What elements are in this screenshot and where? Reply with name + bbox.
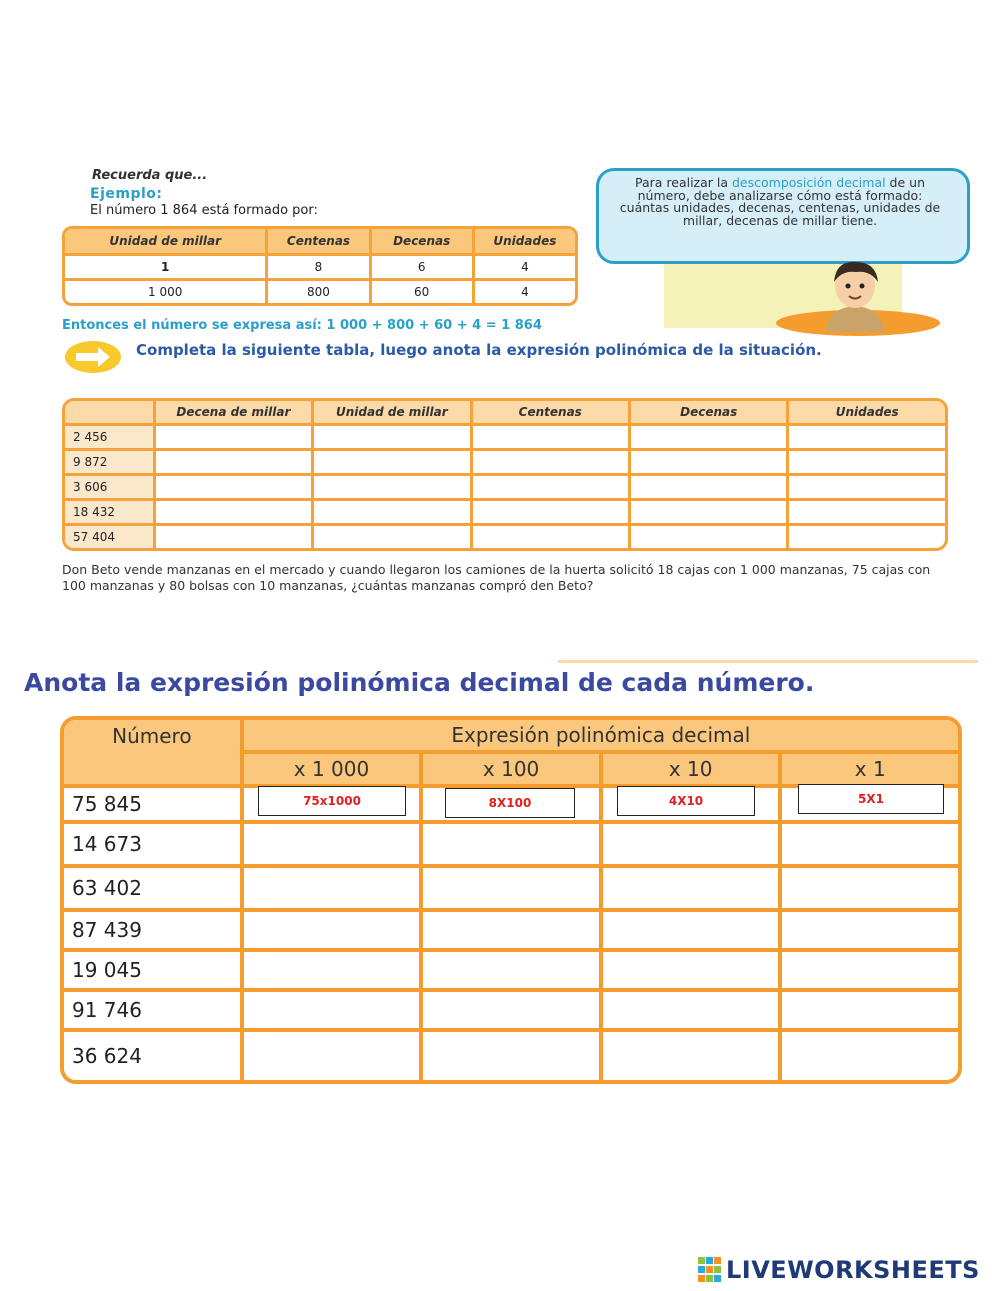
example-header-unidades: Unidades xyxy=(475,229,575,253)
answer-input-x10[interactable]: 4X10 xyxy=(617,786,755,816)
answer-cell[interactable] xyxy=(782,952,958,992)
logo-blocks-icon xyxy=(698,1257,722,1283)
answer-cell[interactable] xyxy=(603,1032,783,1080)
table-row xyxy=(64,992,958,1032)
table-row xyxy=(65,423,945,448)
answer-cell[interactable] xyxy=(423,912,603,952)
table-row xyxy=(65,498,945,523)
table2-header-decena-millar: Decena de millar xyxy=(156,401,314,423)
table-row xyxy=(64,912,958,952)
table2-cell xyxy=(156,448,314,473)
answer-cell[interactable] xyxy=(244,1032,424,1080)
table2-header-unidad-millar: Unidad de millar xyxy=(314,401,472,423)
answer-cell[interactable] xyxy=(244,952,424,992)
header-expression: Expresión polinómica decimal xyxy=(244,720,958,754)
example-cell: 8 xyxy=(268,253,371,278)
table-row xyxy=(64,1032,958,1080)
answer-input-x1000[interactable]: 75x1000 xyxy=(258,786,406,816)
answer-cell[interactable] xyxy=(782,992,958,1032)
answer-input-x100[interactable]: 8X100 xyxy=(445,788,575,818)
speech-bubble-text xyxy=(612,177,948,227)
table2-cell xyxy=(789,448,945,473)
example-conclusion: Entonces el número se expresa así: 1 000 + 800 + 60 + 4 = 1 864 xyxy=(62,318,542,333)
header-x1000: x 1 000 xyxy=(244,754,424,788)
example-header-unidad-millar: Unidad de millar xyxy=(65,229,268,253)
answer-cell[interactable] xyxy=(782,1032,958,1080)
example-table xyxy=(62,226,578,306)
example-row xyxy=(65,278,575,303)
table2-cell xyxy=(314,523,472,548)
answer-cell[interactable] xyxy=(423,824,603,868)
example-statement: El número 1 864 está formado por: xyxy=(90,203,318,218)
table-row xyxy=(64,824,958,868)
table2-cell xyxy=(473,473,631,498)
table2-cell xyxy=(473,448,631,473)
answer-cell[interactable] xyxy=(244,992,424,1032)
table2-cell xyxy=(789,498,945,523)
table2-cell xyxy=(314,498,472,523)
example-cell: 60 xyxy=(372,278,475,303)
table2-cell xyxy=(314,473,472,498)
table2-cell xyxy=(789,523,945,548)
table2-cell xyxy=(631,473,789,498)
table2-header-blank xyxy=(65,401,156,423)
example-cell: 1 xyxy=(65,253,268,278)
number-cell: 14 673 xyxy=(64,824,244,868)
number-cell: 75 845 xyxy=(64,788,244,824)
section-title: Anota la expresión polinómica decimal de cada número. xyxy=(24,668,815,697)
table2-cell xyxy=(789,423,945,448)
table2-header-unidades: Unidades xyxy=(789,401,945,423)
answer-cell[interactable] xyxy=(244,868,424,912)
example-cell: 4 xyxy=(475,253,575,278)
example-cell: 800 xyxy=(268,278,371,303)
answer-cell[interactable] xyxy=(782,868,958,912)
example-label: Ejemplo: xyxy=(90,186,163,202)
table-row xyxy=(65,523,945,548)
answer-cell[interactable] xyxy=(603,824,783,868)
answer-cell[interactable] xyxy=(244,912,424,952)
example-row xyxy=(65,253,575,278)
example-header-decenas: Decenas xyxy=(372,229,475,253)
answer-cell[interactable] xyxy=(782,824,958,868)
header-x1: x 1 xyxy=(782,754,958,788)
number-cell: 91 746 xyxy=(64,992,244,1032)
answer-cell[interactable] xyxy=(603,868,783,912)
header-number-label: Número xyxy=(112,724,192,748)
table2-cell xyxy=(473,498,631,523)
table2-cell xyxy=(789,473,945,498)
table2-number: 3 606 xyxy=(65,473,156,498)
number-cell: 87 439 xyxy=(64,912,244,952)
table2-cell xyxy=(314,423,472,448)
table2-cell xyxy=(156,473,314,498)
table2-number: 9 872 xyxy=(65,448,156,473)
table2-cell xyxy=(473,423,631,448)
table-row xyxy=(64,952,958,992)
answer-cell[interactable] xyxy=(603,992,783,1032)
decomposition-table xyxy=(62,398,948,551)
header-x10: x 10 xyxy=(603,754,783,788)
remember-label: Recuerda que... xyxy=(92,168,208,183)
table2-cell xyxy=(156,523,314,548)
table2-cell xyxy=(631,448,789,473)
answer-cell[interactable] xyxy=(423,868,603,912)
bubble-text-part: de un número, debe analizarse cómo está formado: cuántas unidades, decenas, centenas, unidades de millar, decenas de millar tiene. xyxy=(619,175,941,228)
polynomial-table xyxy=(60,716,962,1084)
table2-header-decenas: Decenas xyxy=(631,401,789,423)
number-cell: 63 402 xyxy=(64,868,244,912)
table2-cell xyxy=(631,523,789,548)
answer-cell[interactable] xyxy=(423,952,603,992)
table-row xyxy=(65,473,945,498)
table-row xyxy=(64,868,958,912)
table2-cell xyxy=(473,523,631,548)
table2-header-centenas: Centenas xyxy=(473,401,631,423)
answer-cell[interactable] xyxy=(423,1032,603,1080)
bubble-text-part: Para realizar la xyxy=(634,175,732,190)
answer-cell[interactable] xyxy=(782,912,958,952)
header-x100: x 100 xyxy=(423,754,603,788)
divider xyxy=(558,660,978,663)
boy-illustration-icon xyxy=(812,256,898,332)
logo-text: LIVEWORKSHEETS xyxy=(726,1256,980,1284)
example-cell: 1 000 xyxy=(65,278,268,303)
table2-number: 57 404 xyxy=(65,523,156,548)
answer-input-x1[interactable]: 5X1 xyxy=(798,784,944,814)
number-cell: 19 045 xyxy=(64,952,244,992)
example-header-centenas: Centenas xyxy=(268,229,371,253)
arrow-right-icon xyxy=(64,340,122,374)
header-number xyxy=(64,720,244,788)
table2-number: 2 456 xyxy=(65,423,156,448)
answer-cell[interactable] xyxy=(244,824,424,868)
example-cell: 4 xyxy=(475,278,575,303)
word-problem: Don Beto vende manzanas en el mercado y cuando llegaron los camiones de la huerta solicitó 18 cajas con 1 000 manzanas, 75 cajas con 100 manzanas y 80 bolsas con 10 manzanas, ¿cuántas manzanas compró den Beto? xyxy=(62,562,931,593)
table2-cell xyxy=(631,423,789,448)
answer-cell[interactable] xyxy=(603,912,783,952)
instruction-text: Completa la siguiente tabla, luego anota la expresión polinómica de la situación. xyxy=(136,341,822,359)
table2-cell xyxy=(314,448,472,473)
table2-number: 18 432 xyxy=(65,498,156,523)
table-row xyxy=(65,448,945,473)
table2-cell xyxy=(156,423,314,448)
liveworksheets-logo xyxy=(698,1256,980,1284)
bubble-highlight: descomposición decimal xyxy=(732,175,886,190)
answer-cell[interactable] xyxy=(603,952,783,992)
table2-cell xyxy=(156,498,314,523)
table2-cell xyxy=(631,498,789,523)
answer-cell[interactable] xyxy=(423,992,603,1032)
example-cell: 6 xyxy=(372,253,475,278)
number-cell: 36 624 xyxy=(64,1032,244,1080)
